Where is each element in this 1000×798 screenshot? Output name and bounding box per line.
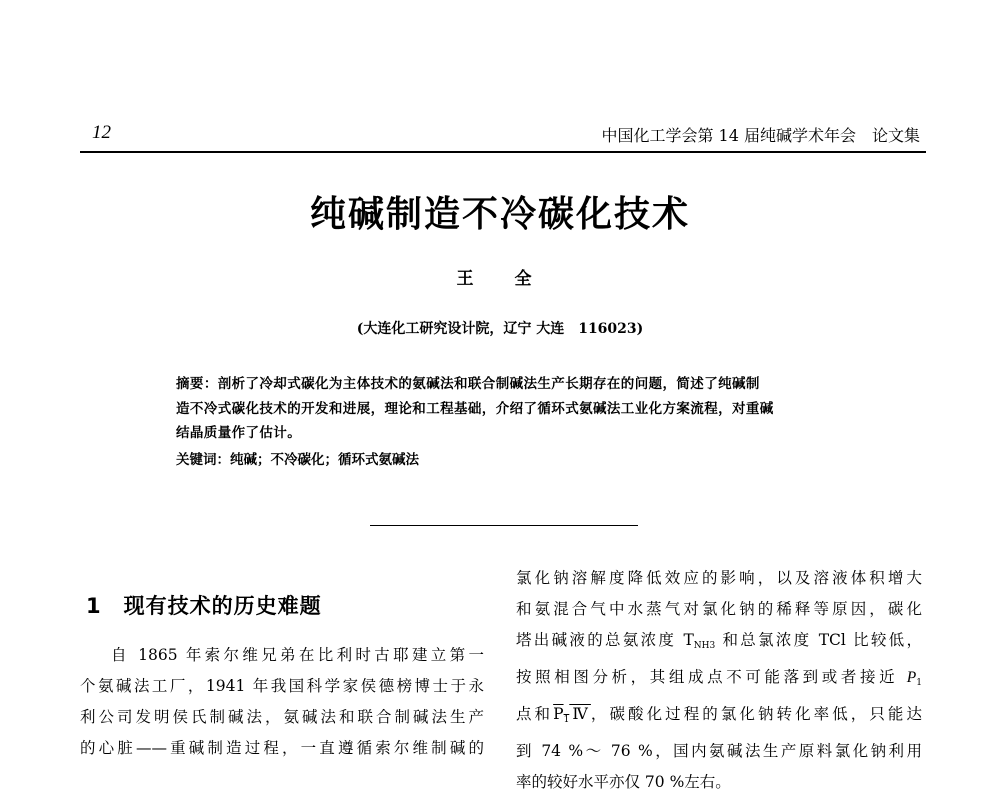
- body-line: 氯化钠溶解度降低效应的影响，以及溶液体积增大: [516, 569, 922, 587]
- keywords: [176, 448, 840, 472]
- author-affiliation: (大连化工研究设计院，辽宁 大连 116023): [356, 321, 644, 337]
- body-line: 自 1865 年索尔维兄弟在比利时古耶建立第一: [111, 646, 484, 664]
- body-line: 个氨碱法工厂，1941 年我国科学家侯德榜博士于永: [80, 677, 484, 695]
- page-number: 12: [92, 122, 111, 143]
- body-line: 点和$P_1Ⅳ$，碳酸化过程的氯化钠转化率低，只能达: [516, 705, 922, 725]
- header-rule: [80, 151, 926, 153]
- running-header: 中国化工学会第 14 届纯碱学术年会 论文集: [601, 126, 920, 145]
- keywords-text: ：纯碱；不冷碳化；循环式氨碱法: [216, 452, 419, 468]
- body-line: 和氨混合气中水蒸气对氯化钠的稀释等原因，碳化: [516, 600, 922, 618]
- body-line: 按照相图分析，其组成点不可能落到或者接近 $P_1$: [516, 668, 922, 688]
- overlined-point: $P_1Ⅳ$: [553, 705, 591, 725]
- subscript: 1: [916, 678, 922, 688]
- abstract-label: 摘要: [176, 376, 204, 392]
- body-line: 利公司发明侯氏制碱法，氨碱法和联合制碱法生产: [80, 708, 484, 726]
- section-separator: [370, 525, 638, 526]
- abstract-line: 结晶质量作了估计。: [176, 425, 302, 441]
- variable-p: P: [906, 669, 917, 686]
- section-title: 现有技术的历史难题: [123, 594, 322, 618]
- abstract-line: 造不冷式碳化技术的开发和进展，理论和工程基础，介绍了循环式氨碱法工业化方案流程，对重碱: [176, 400, 774, 417]
- keywords-label: 关键词: [176, 452, 217, 468]
- right-column: [516, 563, 922, 798]
- left-column: [80, 640, 484, 764]
- abstract: [176, 372, 840, 446]
- body-line: 塔出碱液的总氨浓度 $T_{NH3}$ 和总氯浓度 TCl 比较低，: [516, 631, 922, 651]
- paper-title: 纯碱制造不冷碳化技术: [309, 193, 690, 235]
- body-line: 的心脏——重碱制造过程，一直遵循索尔维制碱的: [80, 739, 484, 757]
- body-line: 到 74 %～ 76 %，国内氨碱法生产原料氯化钠利用: [516, 742, 922, 760]
- body-line: 率的较好水平亦仅 70 %左右。: [516, 773, 731, 791]
- abstract-line: 摘要：剖析了冷却式碳化为主体技术的氨碱法和联合制碱法生产长期存在的问题，简述了纯碱制: [176, 376, 760, 392]
- subscript: NH3: [693, 641, 716, 651]
- author-name: 王 全: [456, 269, 544, 289]
- section-number: 1: [86, 594, 102, 618]
- section-heading: [86, 590, 322, 620]
